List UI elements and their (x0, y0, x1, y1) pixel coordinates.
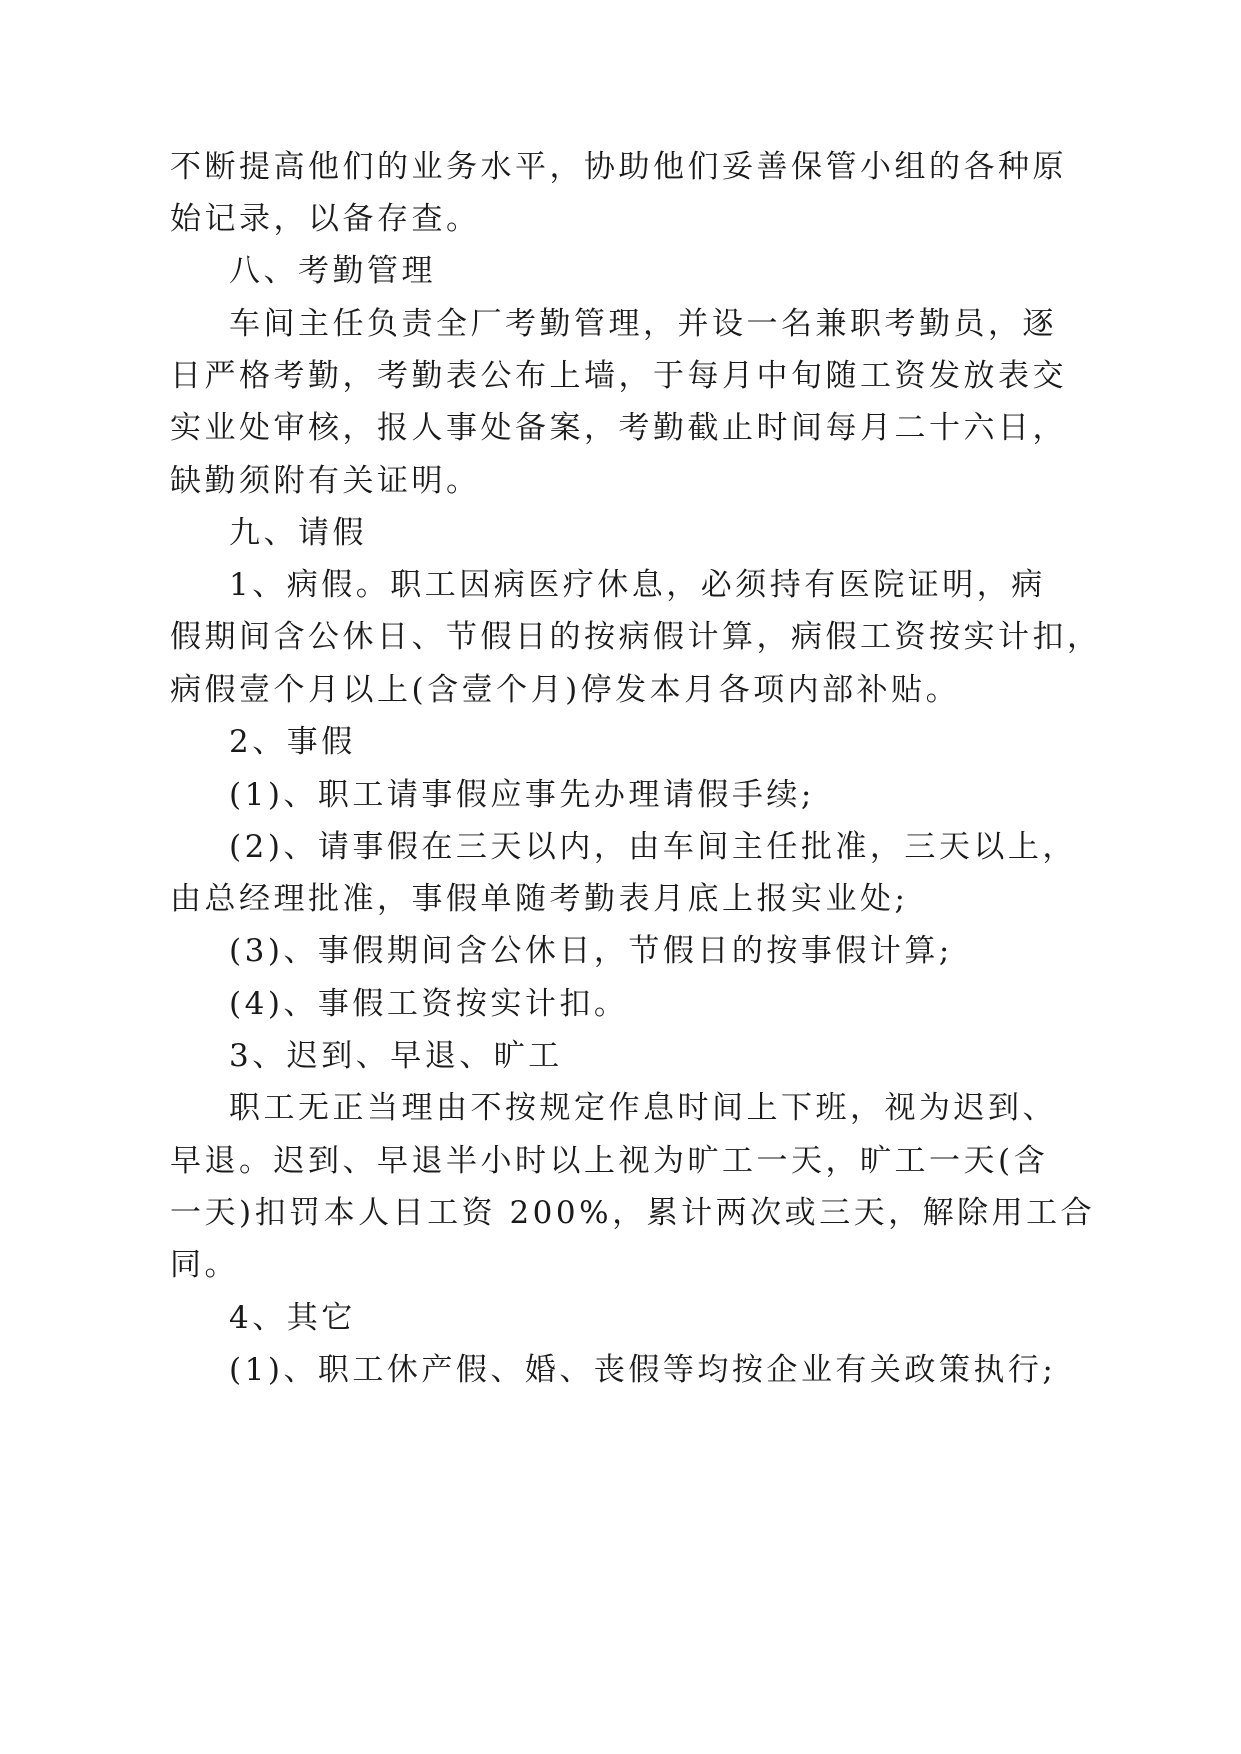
paragraph-line: 早退。迟到、早退半小时以上视为旷工一天，旷工一天(含 (170, 1143, 1049, 1179)
paragraph-line: 由总经理批准，事假单随考勤表月底上报实业处; (170, 881, 909, 917)
paragraph-line: 病假壹个月以上(含壹个月)停发本月各项内部补贴。 (170, 672, 961, 708)
paragraph-line: 职工无正当理由不按规定作息时间上下班，视为迟到、 (229, 1090, 1057, 1126)
section-heading: 八、考勤管理 (229, 253, 436, 289)
list-item: (1)、职工请事假应事先办理请假手续; (229, 777, 815, 813)
paragraph-line: 实业处审核，报人事处备案，考勤截止时间每月二十六日， (170, 410, 1067, 446)
subsection-heading: 3、迟到、早退、旷工 (229, 1038, 563, 1074)
list-item: (2)、请事假在三天以内，由车间主任批准，三天以上， (229, 829, 1077, 865)
paragraph-line: 一天)扣罚本人日工资 200%，累计两次或三天，解除用工合 (170, 1195, 1096, 1231)
paragraph-line: 日严格考勤，考勤表公布上墙，于每月中旬随工资发放表交 (170, 358, 1067, 394)
list-item: (3)、事假期间含公休日，节假日的按事假计算; (229, 933, 953, 969)
subsection-heading: 2、事假 (229, 724, 356, 760)
list-item: (1)、职工休产假、婚、丧假等均按企业有关政策执行; (229, 1352, 1057, 1388)
paragraph-line: 始记录，以备存查。 (170, 201, 481, 237)
paragraph-line: 假期间含公休日、节假日的按病假计算，病假工资按实计扣， (170, 619, 1102, 655)
paragraph-line: 不断提高他们的业务水平，协助他们妥善保管小组的各种原 (170, 149, 1067, 185)
paragraph-line: 车间主任负责全厂考勤管理，并设一名兼职考勤员，逐 (229, 306, 1057, 342)
paragraph-line: 同。 (170, 1247, 239, 1283)
subsection-heading: 4、其它 (229, 1300, 356, 1336)
paragraph-line: 缺勤须附有关证明。 (170, 463, 481, 499)
list-item: (4)、事假工资按实计扣。 (229, 986, 629, 1022)
section-heading: 九、请假 (229, 515, 367, 551)
paragraph-line: 1、病假。职工因病医疗休息，必须持有医院证明，病 (229, 567, 1046, 603)
